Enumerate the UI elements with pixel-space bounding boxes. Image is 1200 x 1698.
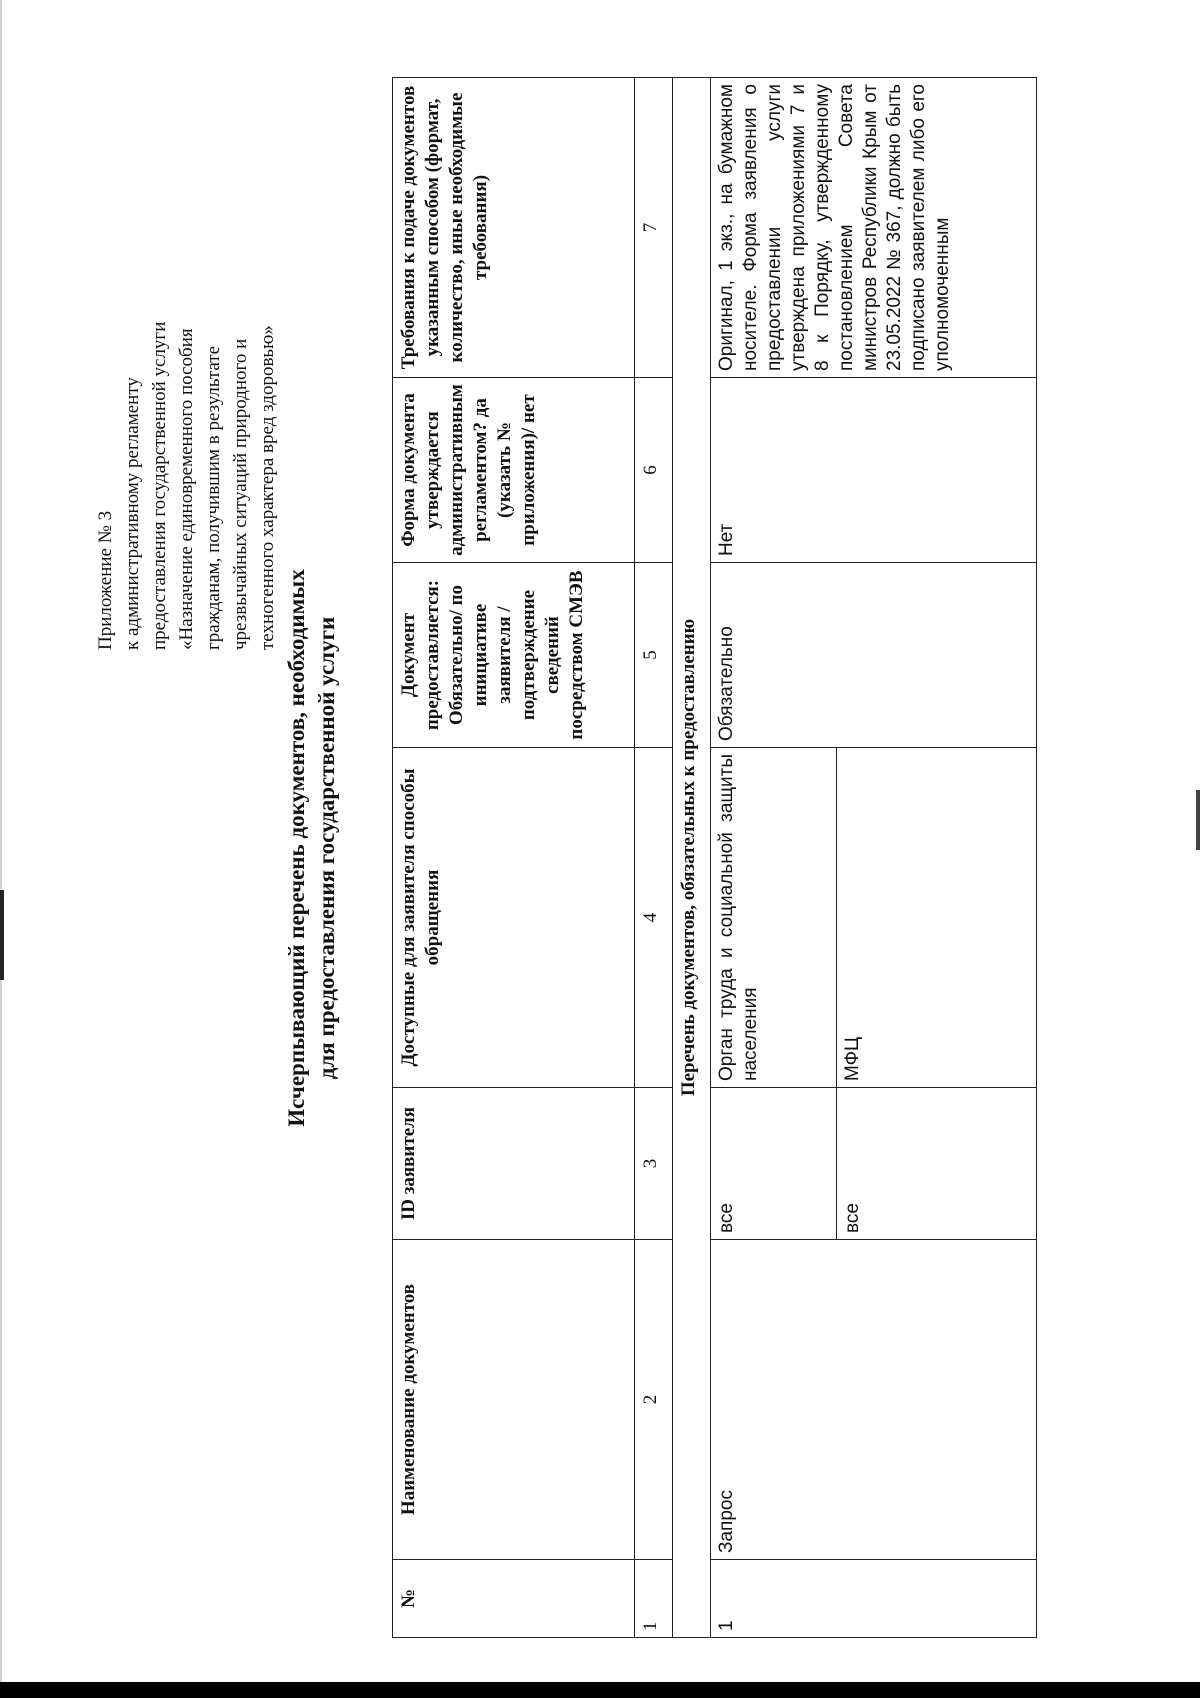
column-number: 7 [635,78,673,378]
doc-name-cell: Запрос [711,1240,1037,1560]
appendix-line: Приложение № 3 [95,510,116,650]
column-number: 4 [635,748,673,1088]
appendix-line: предоставления государственной услуги [149,321,170,650]
table-row [711,78,837,1638]
applicant-id-cell: все [711,1088,837,1240]
title-line-2: для предоставления государственной услуги [314,616,339,1080]
applicant-id-cell: все [837,1088,1037,1240]
header-requirements: Требования к подаче документов указанным способом (формат, количество, иные необходимые требования) [393,78,635,378]
header-form: Форма документа утверждается административным регламентом? да (указать № приложения)/ нет [393,378,635,563]
column-number: 2 [635,1240,673,1560]
appendix-line: к административному регламенту [122,377,143,650]
method-cell: МФЦ [837,748,1037,1088]
document-title [282,198,342,1498]
appendix-line: «Назначение единовременного пособия [176,328,197,650]
header-provision: Документ предоставляется: Обязательно/ по инициативе заявителя /подтверждение сведений посредством СМЭВ [393,563,635,748]
appendix-line: техногенного характера вред здоровью» [257,325,278,650]
header-row [393,78,635,1638]
section-title: Перечень документов, обязательных к предоставлению [673,78,711,1638]
appendix-line: чрезвычайных ситуаций природного и [230,338,251,650]
column-number: 5 [635,563,673,748]
appendix-line: гражданам, получившим в результате [203,345,224,650]
mandatory-cell: Обязательно [711,563,1037,748]
column-number: 1 [635,1560,673,1638]
appendix-block [92,50,281,650]
form-cell: Нет [711,378,1037,563]
column-number: 6 [635,378,673,563]
column-number-row [635,78,673,1638]
row-number: 1 [711,1560,1037,1638]
header-doc-name: Наименование документов [393,1240,635,1560]
header-applicant-id: ID заявителя [393,1088,635,1240]
title-line-1: Исчерпывающий перечень документов, необходимых [284,569,309,1127]
section-row [673,78,711,1638]
documents-table [392,77,1037,1638]
method-cell: Орган труда и социальной защиты населения [711,748,837,1088]
header-number: № [393,1560,635,1638]
column-number: 3 [635,1088,673,1240]
header-methods: Доступные для заявителя способы обращения [393,748,635,1088]
scan-bar [0,1682,1200,1698]
requirements-cell: Оригинал, 1 экз., на бумажном носителе. Форма заявления о предоставлении услуги утверждена приложениями 7 и 8 к Порядку, утвержденному постановлением Совета министров Республики Крым от 23.05.2022 № 367, должно быть подписано заявителем либо его уполномоченным [711,78,1037,378]
